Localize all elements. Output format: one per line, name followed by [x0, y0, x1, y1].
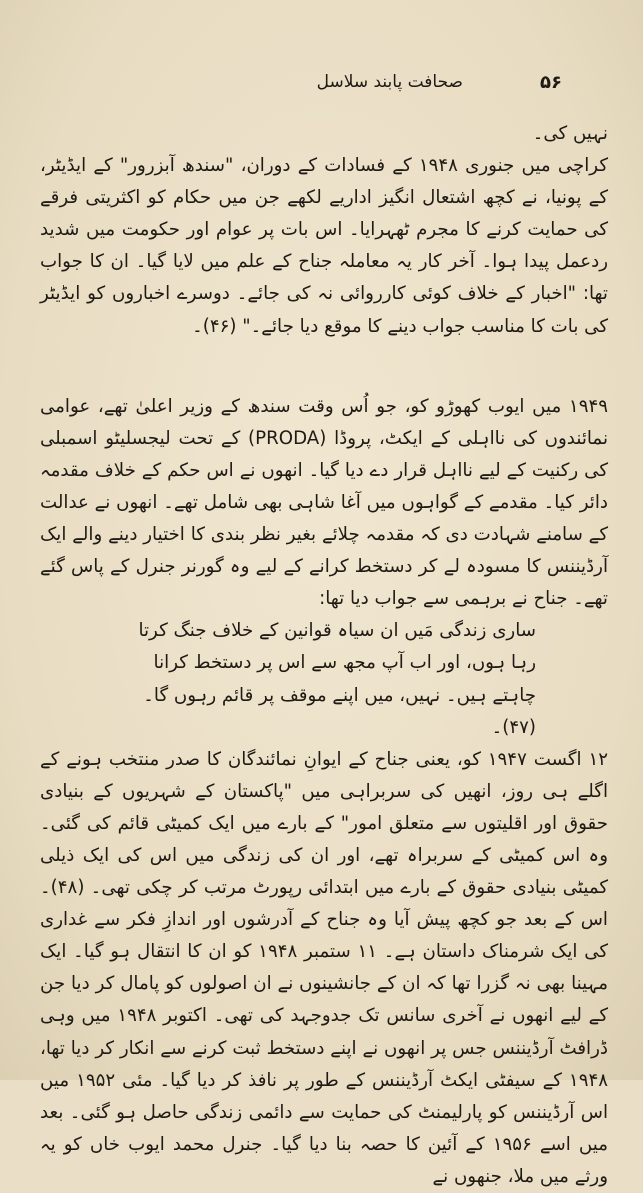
paragraph-intro: نہیں کی۔ [532, 123, 608, 144]
paragraph-fundamental-rights: ۱۲ اگست ۱۹۴۷ کو، یعنی جناح کے ایوانِ نمائندگان کا صدر منتخب ہونے کے اگلے ہی روز، انھیں کی سربراہی میں "پاکستان کے شہریوں کے بنیادی حقوق اور اقلیتوں سے متعلق امور" کے بارے میں ایک کمیٹی قائم کی گئی۔ وہ اس کمیٹی کے سربراہ تھے، اور ان کی زندگی میں اس کی ایک ذیلی کمیٹی بنیادی حقوق کے بارے میں ابتدائی رپورٹ مرتب کر چکی تھی۔ (۴۸)۔ اس کے بعد جو کچھ پیش آیا وہ جناح کے آدرشوں اور اندازِ فکر سے غداری کی ایک شرمناک داستان ہے۔ ۱۱ ستمبر ۱۹۴۸ کو ان کا انتقال ہو گیا۔ ایک مہینا بھی نہ گزرا تھا کہ ان کے جانشینوں نے ان اصولوں کو پامال کر دیا جن کے لیے انھوں نے آخری سانس تک جدوجہد کی تھی۔ اکتوبر ۱۹۴۸ میں وہی ڈرافٹ آرڈیننس جس پر انھوں نے اپنے دستخط ثبت کرنے سے انکار کر دیا تھا، ۱۹۴۸ کے سیفٹی ایکٹ آرڈیننس کے طور پر نافذ کر دیا گیا۔ مئی ۱۹۵۲ میں اس آرڈیننس کو پارلیمنٹ کی حمایت سے دائمی زندگی حاصل ہو گئی۔ بعد میں اسے ۱۹۵۶ کے آئین کا حصہ بنا دیا گیا۔ جنرل محمد ایوب خاں کو یہ ورثے میں ملا، جنھوں نے [40, 748, 609, 1187]
page-header [0, 68, 643, 108]
paragraph-proda: ۱۹۴۹ میں ایوب کھوڑو کو، جو اُس وقت سندھ کے وزیر اعلیٰ تھے، عوامی نمائندوں کی نااہلی کے ایکٹ، پروڈا (PRODA) کے تحت لیجسلیٹو اسمبلی کی رکنیت کے لیے نااہل قرار دے دیا گیا۔ انھوں نے اس حکم کے خلاف مقدمہ دائر کیا۔ مقدمے کے گواہوں میں آغا شاہی بھی شامل تھے۔ انھوں نے عدالت کے سامنے شہادت دی کہ مقدمہ چلائے بغیر نظر بندی کا اختیار دینے والے ایک آرڈیننس کا مسودہ لے کر دستخط کرانے کے لیے وہ گورنر جنرل کے پاس گئے تھے۔ جناح نے برہمی سے جواب دیا تھا: [40, 395, 609, 610]
running-title: صحافت پابند سلاسل [316, 72, 463, 92]
jinnah-quote: ساری زندگی مَیں ان سیاہ قوانین کے خلاف جنگ کرتا رہا ہوں، اور اب آپ مجھ سے اس پر دستخط کرانا چاہتے ہیں۔ نہیں، میں اپنے موقف پر قائم رہوں گا۔ (۴۷)۔ [138, 620, 536, 738]
paragraph-gap [40, 343, 608, 391]
page-number: ۵۶ [540, 72, 562, 93]
body-text [40, 118, 608, 1193]
paragraph-sindh-observer: کراچی میں جنوری ۱۹۴۸ کے فسادات کے دوران، "سندھ آبزرور" کے ایڈیٹر، کے پونیا، نے کچھ اشتعال انگیز اداریے لکھے جن میں حکام کو اکثریتی فرقے کی حمایت کرنے کا مجرم ٹھہرایا۔ اس بات پر عوام اور حکومت میں شدید ردعمل پیدا ہوا۔ آخر کار یہ معاملہ جناح کے علم میں لایا گیا۔ ان کا جواب تھا: "اخبار کے خلاف کوئی کارروائی نہ کی جائے۔ دوسرے اخباروں کو ایڈیٹر کی بات کا مناسب جواب دینے کا موقع دیا جائے۔" (۴۶)۔ [40, 155, 608, 337]
